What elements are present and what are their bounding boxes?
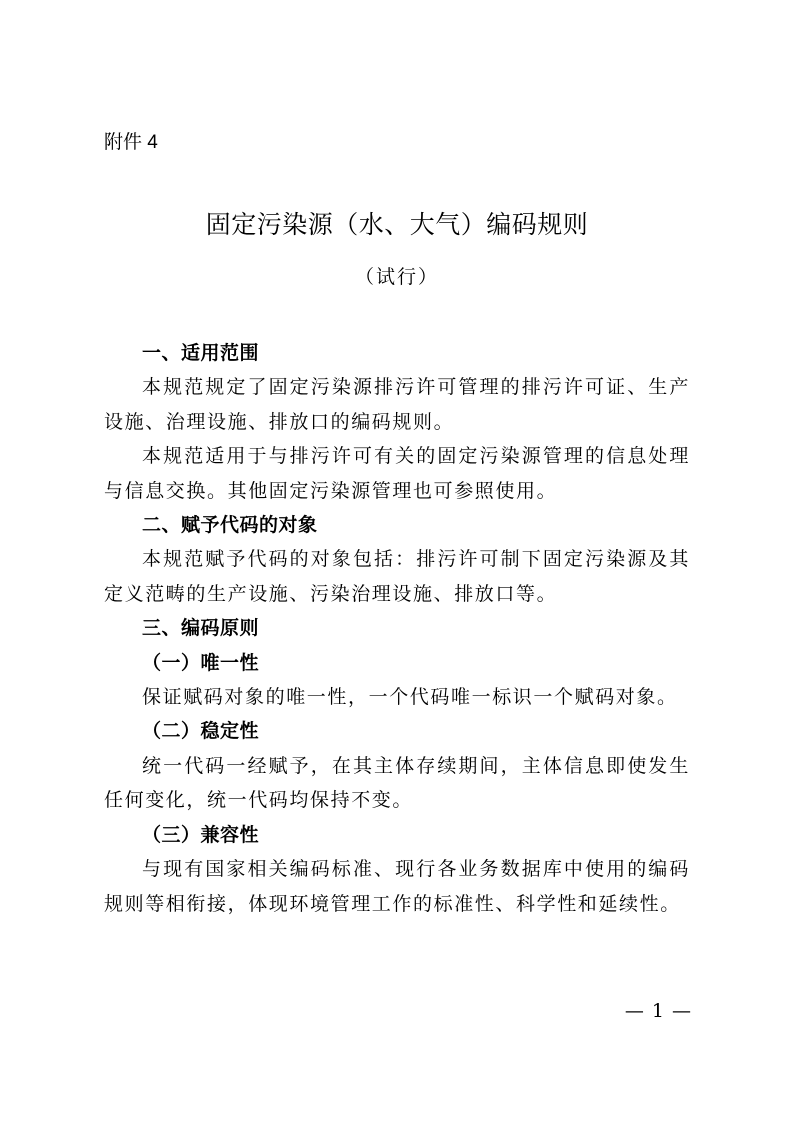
paragraph-scope-2: 本规范适用于与排污许可有关的固定污染源管理的信息处理与信息交换。其他固定污染源管理也可参照使用。 (104, 445, 690, 502)
paragraph-coding-objects: 本规范赋予代码的对象包括：排污许可制下固定污染源及其定义范畴的生产设施、污染治理设施、排放口等。 (104, 548, 690, 605)
document-title: 固定污染源（水、大气）编码规则 (205, 210, 589, 239)
paragraph-compatibility: 与现有国家相关编码标准、现行各业务数据库中使用的编码规则等相衔接，体现环境管理工作的标准性、科学性和延续性。 (104, 858, 690, 915)
section-heading-scope: 一、适用范围 (142, 342, 260, 364)
paragraph-stability: 统一代码一经赋予，在其主体存续期间，主体信息即使发生任何变化，统一代码均保持不变。 (104, 754, 690, 812)
page-number: — 1 — (624, 1000, 692, 1022)
section-heading-coding-principles: 三、编码原则 (142, 617, 260, 640)
paragraph-scope-1: 本规范规定了固定污染源排污许可管理的排污许可证、生产设施、治理设施、排放口的编码规则。 (104, 376, 690, 433)
document-body (104, 336, 690, 921)
section-heading-coding-objects: 二、赋予代码的对象 (142, 514, 318, 537)
subsection-heading-stability: （二）稳定性 (142, 720, 260, 743)
subsection-heading-compatibility: （三）兼容性 (142, 823, 260, 846)
document-subtitle: （试行） (354, 266, 439, 288)
attachment-label: 附件 4 (104, 132, 158, 153)
paragraph-uniqueness: 保证赋码对象的唯一性，一个代码唯一标识一个赋码对象。 (142, 686, 678, 709)
subsection-heading-uniqueness: （一）唯一性 (142, 651, 260, 674)
